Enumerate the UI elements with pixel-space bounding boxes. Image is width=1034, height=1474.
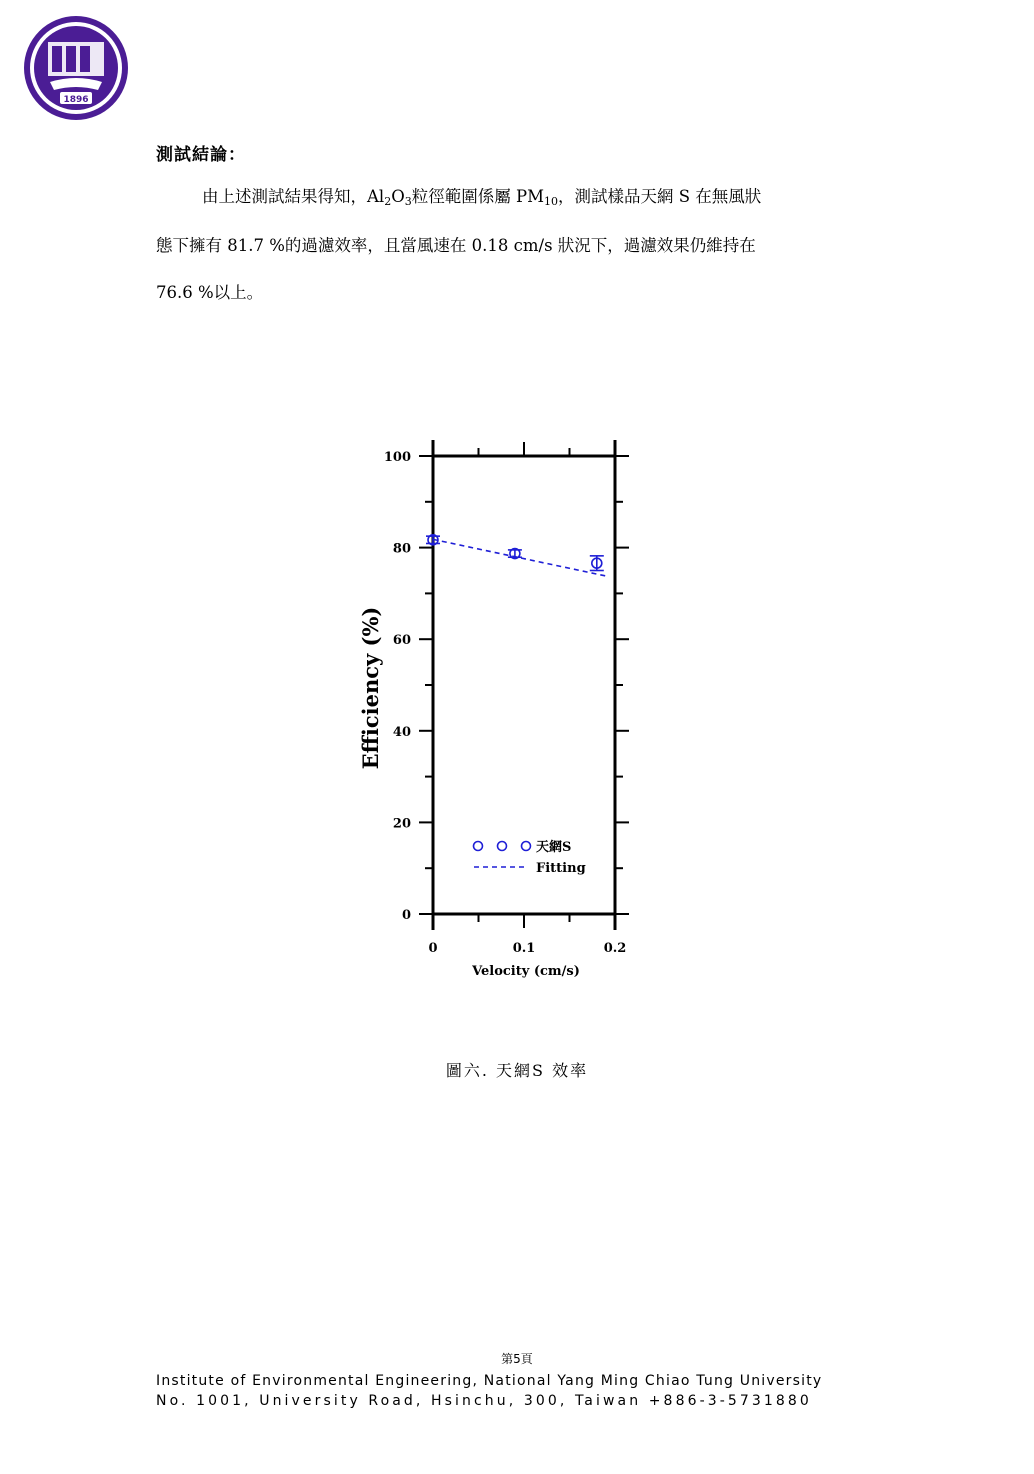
legend-label-fitting: Fitting [536,861,586,876]
legend-marker [474,842,483,851]
page-number: 第5頁 [501,1352,533,1366]
y-tick-label: 100 [383,450,411,465]
paragraph-line-3: 76.6 %以上。 [156,283,264,302]
paragraph-line-1: 由上述測試結果得知，$Al_2O_3$粒徑範圍係屬 $PM_{10}$，測試樣品天網 S 在無風狀 [202,187,762,208]
y-tick-label: 80 [392,541,411,557]
y-axis-title: Efficiency (%) [358,606,383,770]
figure-caption: 圖六. 天網S 效率 [445,1061,589,1080]
x-tick-label: 0 [428,941,438,956]
section-heading: 測試結論： [156,145,246,165]
y-tick-label: 0 [401,908,411,923]
x-tick-label: 0.2 [603,941,627,956]
footer-institute: Institute of Environmental Engineering, National Yang Ming Chiao Tung University [156,1373,823,1389]
footer-address: No. 1001, University Road, Hsinchu, 300, Taiwan +886-3-5731880 [156,1393,812,1409]
legend-marker [522,842,531,851]
efficiency-chart [340,430,660,990]
legend-label-sample: 天網S [536,840,572,855]
university-seal-logo [22,14,130,122]
x-axis-title: Velocity (cm/s) [472,964,580,979]
legend-marker [498,842,507,851]
x-tick-label: 0.1 [512,941,536,956]
y-tick-label: 20 [392,816,411,832]
logo-year: 1896 [63,95,89,105]
y-tick-label: 40 [392,724,411,740]
paragraph-line-2: 態下擁有 81.7 %的過濾效率，且當風速在 0.18 cm/s 狀況下，過濾效果仍維持在 [156,236,756,255]
y-tick-label: 60 [392,633,411,649]
plot-frame [433,456,615,914]
